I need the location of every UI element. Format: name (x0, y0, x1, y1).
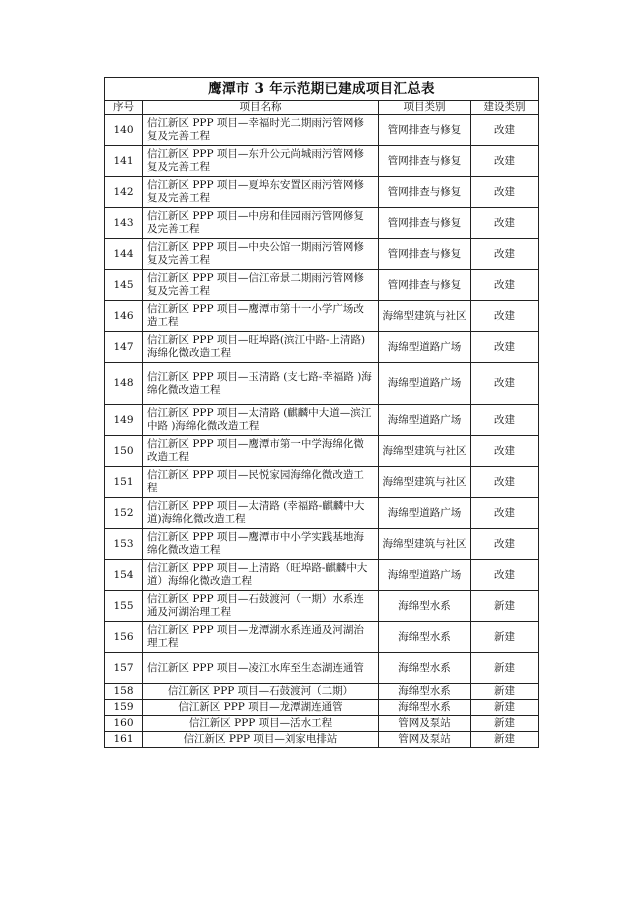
cell-project-name: 信江新区 PPP 项目—刘家电排站 (143, 732, 379, 748)
cell-project-category: 管网排查与修复 (379, 239, 471, 270)
header-build-type: 建设类别 (471, 101, 539, 115)
cell-project-category: 海绵型道路广场 (379, 363, 471, 405)
cell-serial: 153 (105, 529, 143, 560)
table-row (105, 732, 539, 748)
cell-project-name: 信江新区 PPP 项目—中房和佳园雨污管网修复及完善工程 (143, 208, 379, 239)
cell-project-category: 管网排查与修复 (379, 208, 471, 239)
cell-project-category: 管网排查与修复 (379, 270, 471, 301)
cell-build-type: 改建 (471, 498, 539, 529)
table-row (105, 208, 539, 239)
table-row (105, 436, 539, 467)
project-summary-table (104, 77, 539, 748)
cell-project-category: 海绵型道路广场 (379, 332, 471, 363)
cell-project-name: 信江新区 PPP 项目—幸福时光二期雨污管网修复及完善工程 (143, 115, 379, 146)
cell-project-category: 海绵型建筑与社区 (379, 301, 471, 332)
cell-serial: 152 (105, 498, 143, 529)
cell-serial: 140 (105, 115, 143, 146)
cell-project-name: 信江新区 PPP 项目—鹰潭市第十一小学广场改造工程 (143, 301, 379, 332)
cell-project-name: 信江新区 PPP 项目—鹰潭市第一中学海绵化微改造工程 (143, 436, 379, 467)
cell-serial: 155 (105, 591, 143, 622)
table-row (105, 591, 539, 622)
cell-project-category: 管网排查与修复 (379, 146, 471, 177)
cell-build-type: 改建 (471, 332, 539, 363)
table-body (105, 115, 539, 748)
cell-project-name: 信江新区 PPP 项目—东升公元尚城雨污管网修复及完善工程 (143, 146, 379, 177)
table-row (105, 467, 539, 498)
cell-project-category: 海绵型道路广场 (379, 498, 471, 529)
cell-project-category: 管网及泵站 (379, 732, 471, 748)
cell-serial: 151 (105, 467, 143, 498)
cell-build-type: 改建 (471, 467, 539, 498)
cell-project-name: 信江新区 PPP 项目—民悦家园海绵化微改造工程 (143, 467, 379, 498)
table-row (105, 239, 539, 270)
cell-build-type: 新建 (471, 700, 539, 716)
table-row (105, 684, 539, 700)
cell-build-type: 改建 (471, 177, 539, 208)
table-row (105, 498, 539, 529)
cell-project-category: 海绵型建筑与社区 (379, 467, 471, 498)
cell-project-name: 信江新区 PPP 项目—凌江水库至生态湖连通管 (143, 653, 379, 684)
cell-build-type: 改建 (471, 270, 539, 301)
cell-build-type: 改建 (471, 363, 539, 405)
cell-project-category: 管网及泵站 (379, 716, 471, 732)
header-serial: 序号 (105, 101, 143, 115)
cell-serial: 159 (105, 700, 143, 716)
cell-project-name: 信江新区 PPP 项目—信江帝景二期雨污管网修复及完善工程 (143, 270, 379, 301)
cell-project-name: 信江新区 PPP 项目—石鼓渡河（一期）水系连通及河湖治理工程 (143, 591, 379, 622)
cell-project-name: 信江新区 PPP 项目—活水工程 (143, 716, 379, 732)
cell-serial: 157 (105, 653, 143, 684)
cell-project-category: 管网排查与修复 (379, 115, 471, 146)
summary-document (104, 77, 538, 748)
cell-serial: 144 (105, 239, 143, 270)
table-row (105, 716, 539, 732)
cell-serial: 160 (105, 716, 143, 732)
table-row (105, 146, 539, 177)
cell-build-type: 新建 (471, 732, 539, 748)
table-row (105, 332, 539, 363)
cell-project-name: 信江新区 PPP 项目—上清路（旺埠路-麒麟中大道）海绵化微改造工程 (143, 560, 379, 591)
table-row (105, 700, 539, 716)
cell-project-name: 信江新区 PPP 项目—石鼓渡河（二期） (143, 684, 379, 700)
cell-serial: 142 (105, 177, 143, 208)
cell-project-category: 海绵型水系 (379, 700, 471, 716)
cell-build-type: 改建 (471, 436, 539, 467)
cell-serial: 141 (105, 146, 143, 177)
cell-build-type: 改建 (471, 301, 539, 332)
table-row (105, 301, 539, 332)
header-project-category: 项目类别 (379, 101, 471, 115)
cell-serial: 154 (105, 560, 143, 591)
cell-serial: 145 (105, 270, 143, 301)
table-row (105, 177, 539, 208)
cell-project-name: 信江新区 PPP 项目—太清路 (幸福路-麒麟中大道)海绵化微改造工程 (143, 498, 379, 529)
cell-build-type: 改建 (471, 208, 539, 239)
table-row (105, 363, 539, 405)
table-row (105, 115, 539, 146)
cell-serial: 148 (105, 363, 143, 405)
cell-project-name: 信江新区 PPP 项目—太清路 (麒麟中大道—滨江中路 )海绵化微改造工程 (143, 405, 379, 436)
cell-project-name: 信江新区 PPP 项目—玉清路 (支七路-幸福路 )海绵化微改造工程 (143, 363, 379, 405)
cell-project-name: 信江新区 PPP 项目—龙潭湖连通管 (143, 700, 379, 716)
cell-serial: 158 (105, 684, 143, 700)
header-project-name: 项目名称 (143, 101, 379, 115)
cell-project-category: 海绵型水系 (379, 622, 471, 653)
cell-project-category: 海绵型建筑与社区 (379, 436, 471, 467)
cell-project-category: 海绵型水系 (379, 591, 471, 622)
cell-project-category: 海绵型水系 (379, 684, 471, 700)
cell-build-type: 新建 (471, 622, 539, 653)
table-row (105, 622, 539, 653)
cell-serial: 146 (105, 301, 143, 332)
cell-project-category: 海绵型道路广场 (379, 560, 471, 591)
cell-serial: 143 (105, 208, 143, 239)
cell-project-category: 海绵型建筑与社区 (379, 529, 471, 560)
table-row (105, 270, 539, 301)
cell-serial: 150 (105, 436, 143, 467)
cell-project-name: 信江新区 PPP 项目—旺埠路(滨江中路-上清路)海绵化微改造工程 (143, 332, 379, 363)
table-row (105, 529, 539, 560)
cell-build-type: 改建 (471, 560, 539, 591)
cell-build-type: 改建 (471, 239, 539, 270)
cell-project-category: 海绵型道路广场 (379, 405, 471, 436)
cell-serial: 161 (105, 732, 143, 748)
table-title: 鹰潭市 3 年示范期已建成项目汇总表 (105, 78, 539, 101)
cell-build-type: 改建 (471, 146, 539, 177)
cell-build-type: 新建 (471, 591, 539, 622)
cell-build-type: 新建 (471, 716, 539, 732)
cell-project-name: 信江新区 PPP 项目—鹰潭市中小学实践基地海绵化微改造工程 (143, 529, 379, 560)
table-row (105, 653, 539, 684)
cell-serial: 149 (105, 405, 143, 436)
table-row (105, 405, 539, 436)
cell-build-type: 改建 (471, 115, 539, 146)
cell-build-type: 新建 (471, 653, 539, 684)
cell-build-type: 改建 (471, 405, 539, 436)
cell-project-category: 管网排查与修复 (379, 177, 471, 208)
cell-project-name: 信江新区 PPP 项目—中央公馆一期雨污管网修复及完善工程 (143, 239, 379, 270)
cell-serial: 147 (105, 332, 143, 363)
cell-project-name: 信江新区 PPP 项目—龙潭湖水系连通及河湖治理工程 (143, 622, 379, 653)
cell-build-type: 改建 (471, 529, 539, 560)
cell-serial: 156 (105, 622, 143, 653)
cell-build-type: 新建 (471, 684, 539, 700)
table-row (105, 560, 539, 591)
cell-project-name: 信江新区 PPP 项目—夏埠东安置区雨污管网修复及完善工程 (143, 177, 379, 208)
cell-project-category: 海绵型水系 (379, 653, 471, 684)
